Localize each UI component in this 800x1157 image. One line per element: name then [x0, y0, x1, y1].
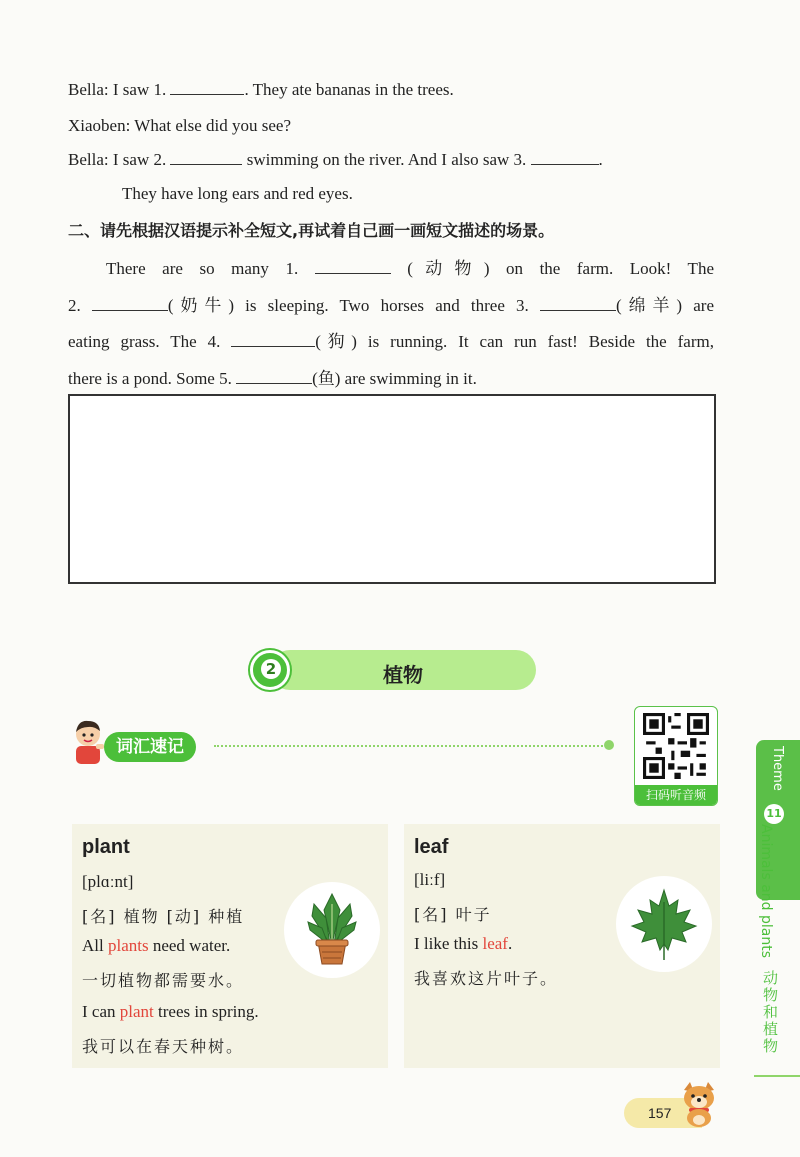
maple-leaf-icon — [616, 876, 712, 972]
passage-blank-2[interactable] — [92, 296, 168, 311]
example-plant-1: All plants need water. — [82, 936, 231, 955]
qr-label: 扫码听音频 — [635, 785, 717, 805]
section-number-badge: 2 — [250, 650, 290, 690]
word-leaf: leaf — [414, 836, 449, 858]
passage-blank-5[interactable] — [236, 369, 312, 384]
blank-1[interactable] — [170, 80, 244, 95]
blank-3[interactable] — [531, 150, 599, 165]
word-plant: plant — [82, 836, 130, 858]
section-title: 植物 — [383, 663, 423, 687]
example-plant-2: I can plant trees in spring. — [82, 1002, 259, 1021]
leaf-picture — [616, 876, 712, 972]
page-number: 157 — [648, 1105, 672, 1121]
example-plant-1-zh: 一切植物都需要水。 — [82, 971, 245, 990]
phonetic-leaf: [liːf] — [414, 870, 446, 889]
vocab-card-plant — [72, 824, 388, 1068]
dog-mascot-icon — [676, 1080, 722, 1128]
dialogue-line-4: They have long ears and red eyes. — [122, 184, 353, 203]
vocab-card-leaf — [404, 824, 720, 1068]
passage-blank-4[interactable] — [231, 332, 315, 347]
qr-code-icon[interactable] — [643, 713, 709, 779]
passage-line-2: 2. (奶牛) is sleeping. Two horses and three 3. (绵羊) are — [68, 296, 714, 315]
divider-end-dot — [604, 740, 614, 750]
pos-plant: [名] 植物 [动] 种植 — [82, 907, 245, 926]
dotted-divider — [214, 745, 610, 747]
dialogue-line-2: Xiaoben: What else did you see? — [68, 116, 291, 135]
side-tab-topic-zh: 动物和植物 — [761, 970, 779, 1055]
example-leaf-1: I like this leaf. — [414, 934, 513, 953]
passage-line-3: eating grass. The 4. (狗) is running. It can run fast! Beside the farm, — [68, 332, 714, 351]
example-plant-2-zh: 我可以在春天种树。 — [82, 1037, 245, 1056]
example-leaf-1-zh: 我喜欢这片叶子。 — [414, 969, 559, 988]
side-tab-divider — [754, 1075, 800, 1077]
boy-mascot-icon — [66, 716, 110, 766]
pos-leaf: [名] 叶子 — [414, 905, 492, 924]
dialogue-line-1: Bella: I saw 1. . They ate bananas in the trees. — [68, 80, 454, 99]
side-tab-topic-en: Animals and plants — [758, 824, 774, 958]
dialogue-line-3: Bella: I saw 2. swimming on the river. And I also saw 3. . — [68, 150, 603, 169]
blank-2[interactable] — [170, 150, 242, 165]
phonetic-plant: [plɑːnt] — [82, 872, 134, 891]
qr-code-box[interactable] — [634, 706, 718, 806]
section-2-heading: 二、请先根据汉语提示补全短文,再试着自己画一画短文描述的场景。 — [68, 221, 555, 240]
vocab-tag: 词汇速记 — [104, 732, 196, 762]
drawing-box[interactable] — [68, 394, 716, 584]
passage-blank-1[interactable] — [315, 259, 391, 274]
passage-line-4: there is a pond. Some 5. (鱼) are swimming in it. — [68, 369, 477, 388]
passage-blank-3[interactable] — [540, 296, 616, 311]
side-tab-theme-label: Theme — [770, 746, 785, 791]
potted-plant-icon — [284, 882, 380, 978]
section-banner — [250, 650, 536, 690]
plant-picture — [284, 882, 380, 978]
side-tab-theme-number: 11 — [764, 804, 784, 824]
passage-line-1: There are so many 1. (动物) on the farm. Look! The — [106, 259, 714, 278]
